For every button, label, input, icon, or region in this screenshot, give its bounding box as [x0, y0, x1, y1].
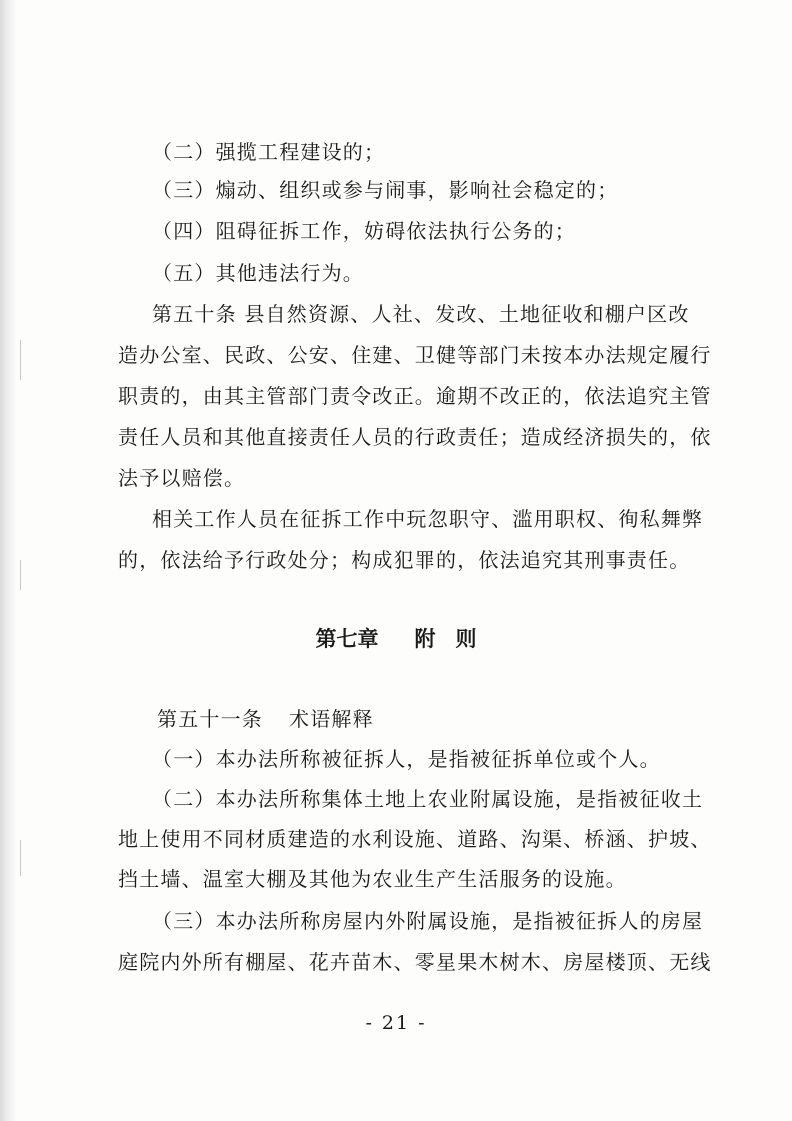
- article-title: 术语解释: [289, 707, 374, 731]
- chapter-title-char: 附: [414, 627, 436, 651]
- term-item-2-line: 挡土墙、温室大棚及其他为农业生产生活服务的设施。: [118, 867, 627, 891]
- list-item: （二）强揽工程建设的；: [152, 140, 386, 164]
- article-number: 第五十一条: [157, 707, 263, 731]
- article-51-heading: [157, 707, 374, 731]
- article-50-line: 责任人员和其他直接责任人员的行政责任；造成经济损失的，依: [118, 425, 712, 449]
- chapter-title-char: 则: [455, 627, 477, 651]
- term-item-2-line: （二）本办法所称集体土地上农业附属设施，是指被征收土: [152, 787, 704, 811]
- term-item-3-line: （三）本办法所称房屋内外附属设施，是指被征拆人的房屋: [152, 909, 704, 933]
- term-item-3-line: 庭院内外所有棚屋、花卉苗木、零星果木树木、房屋楼顶、无线: [118, 950, 712, 974]
- list-item: （三）煽动、组织或参与闹事，影响社会稳定的；: [152, 178, 619, 202]
- chapter-number: 第七章: [315, 627, 379, 651]
- binding-mark: [20, 560, 21, 590]
- article-50-line: 职责的，由其主管部门责令改正。逾期不改正的，依法追究主管: [118, 384, 712, 408]
- list-item: （五）其他违法行为。: [152, 261, 364, 285]
- article-50-line: 法予以赔偿。: [118, 466, 246, 490]
- list-item: （四）阻碍征拆工作，妨碍依法执行公务的；: [152, 219, 576, 243]
- article-50-para2-line: 相关工作人员在征拆工作中玩忽职守、滥用职权、徇私舞弊: [152, 507, 704, 531]
- term-item-2-line: 地上使用不同材质建造的水利设施、道路、沟渠、桥涵、护坡、: [118, 827, 712, 851]
- binding-mark: [20, 340, 21, 380]
- chapter-heading: [0, 626, 792, 652]
- page-number: - 21 -: [365, 1012, 427, 1034]
- binding-edge: [0, 0, 16, 1121]
- article-50-line: 第五十条 县自然资源、人社、发改、土地征收和棚户区改: [152, 302, 690, 326]
- article-50-line: 造办公室、民政、公安、住建、卫健等部门未按本办法规定履行: [118, 343, 712, 367]
- term-item-1: （一）本办法所称被征拆人，是指被征拆单位或个人。: [152, 747, 661, 771]
- binding-mark: [20, 840, 21, 876]
- article-50-para2-line: 的，依法给予行政处分；构成犯罪的，依法追究其刑事责任。: [118, 548, 691, 572]
